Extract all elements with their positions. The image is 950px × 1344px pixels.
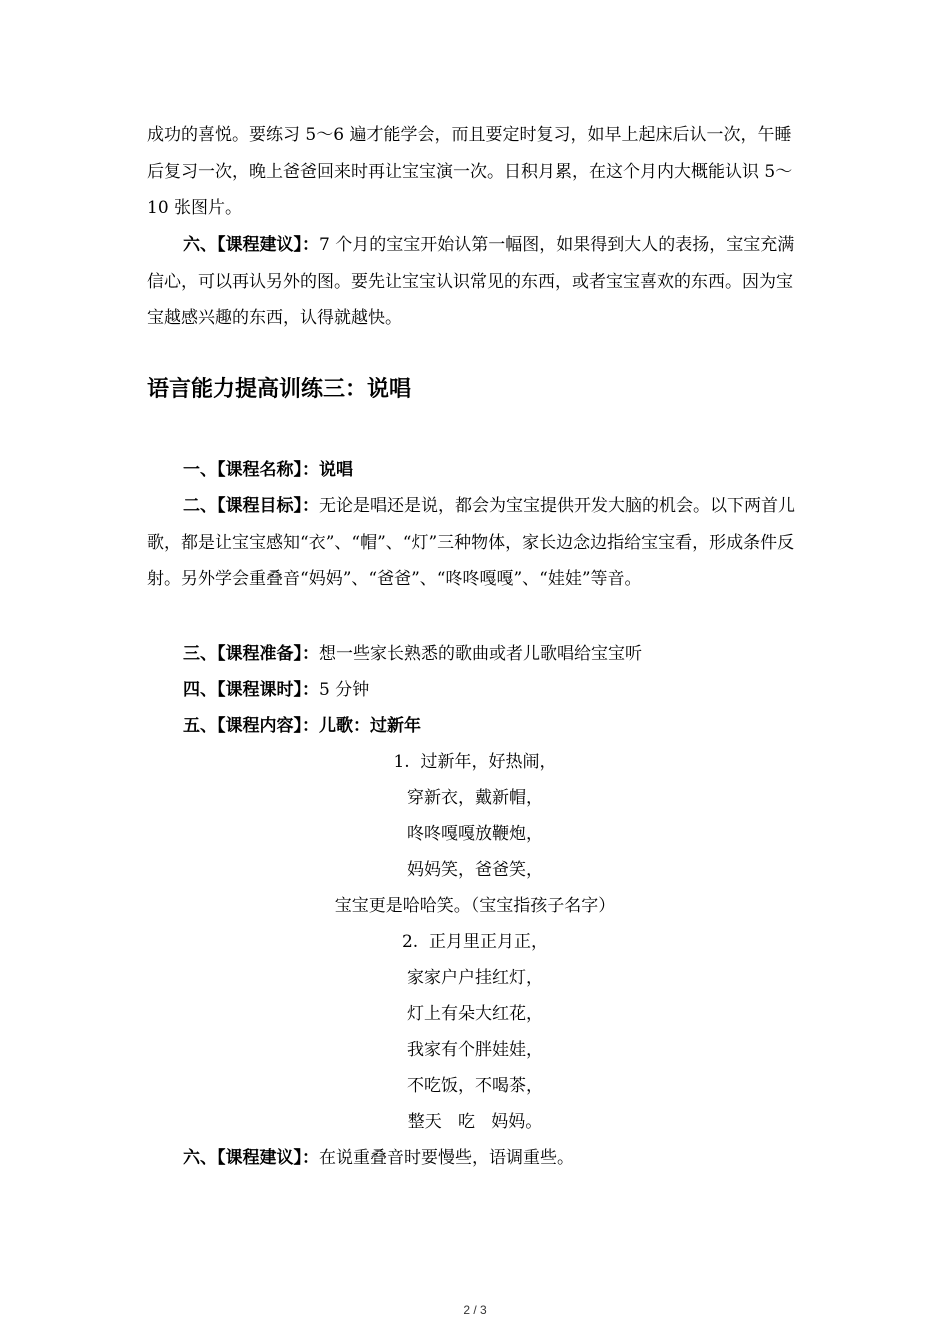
course-prep-label: 三、【课程准备】：	[183, 644, 319, 664]
course-content-label: 五、【课程内容】：	[183, 716, 319, 736]
poem-line: 1. 过新年，好热闹，	[393, 752, 557, 772]
previous-suggestion-text: 7 个月的宝宝开始认第一幅图，如果得到大人的表扬，宝宝充满信心，可以再认另外的图。要先让宝宝认识常见的东西，或者宝宝喜欢的东西。因为宝宝越感兴趣的东西，认得就越快。	[147, 235, 795, 328]
course-time-item	[147, 672, 843, 708]
course-content-item	[147, 708, 843, 744]
course-name-label: 一、【课程名称】：	[183, 460, 319, 480]
poem-line: 2. 正月里正月正，	[401, 932, 549, 952]
course-time-value: 5 分钟	[319, 680, 370, 700]
course-goal-paragraph	[147, 488, 807, 598]
course-goal-value: 无论是唱还是说，都会为宝宝提供开发大脑的机会。以下两首儿歌，都是让宝宝感知“衣”、“帽”、“灯”三种物体，家长边念边指给宝宝看，形成条件反射。另外学会重叠音“妈妈”、“爸爸”、“咚咚嘎嘎”、“娃娃”等音。	[147, 496, 795, 589]
course-suggestion-item	[147, 1140, 843, 1176]
course-content-value: 儿歌：过新年	[319, 716, 421, 736]
poem-line: 不吃饭，不喝茶，	[407, 1076, 543, 1096]
course-prep-value: 想一些家长熟悉的歌曲或者儿歌唱给宝宝听	[319, 644, 642, 664]
poem-line: 我家有个胖娃娃，	[407, 1040, 543, 1060]
page-number: 2 / 3	[463, 1303, 487, 1317]
poem-line: 家家户户挂红灯，	[407, 968, 543, 988]
continued-paragraph: 成功的喜悦。要练习 5～6 遍才能学会，而且要定时复习，如早上起床后认一次，午睡后复习一次，晚上爸爸回来时再让宝宝演一次。日积月累，在这个月内大概能认识 5～10 张图片。	[147, 125, 793, 218]
poem-line: 宝宝更是哈哈笑。（宝宝指孩子名字）	[334, 896, 616, 916]
poem-line: 妈妈笑，爸爸笑，	[407, 860, 543, 880]
course-goal-label: 二、【课程目标】：	[183, 496, 319, 516]
course-time-label: 四、【课程课时】：	[183, 680, 319, 700]
poem	[0, 744, 950, 1140]
course-name-value: 说唱	[319, 460, 353, 480]
course-prep-item	[147, 636, 843, 672]
course-suggestion-label: 六、【课程建议】：	[183, 1148, 319, 1168]
section-title: 语言能力提高训练三：说唱	[147, 377, 412, 402]
course-suggestion-value: 在说重叠音时要慢些，语调重些。	[319, 1148, 574, 1168]
poem-line: 穿新衣，戴新帽，	[407, 788, 543, 808]
poem-line: 整天 吃 妈妈。	[407, 1112, 543, 1132]
previous-suggestion-paragraph	[147, 227, 807, 337]
previous-suggestion-label: 六、【课程建议】：	[183, 235, 319, 255]
course-name-item	[147, 452, 843, 488]
poem-line: 灯上有朵大红花，	[407, 1004, 543, 1024]
poem-line: 咚咚嘎嘎放鞭炮，	[407, 824, 543, 844]
